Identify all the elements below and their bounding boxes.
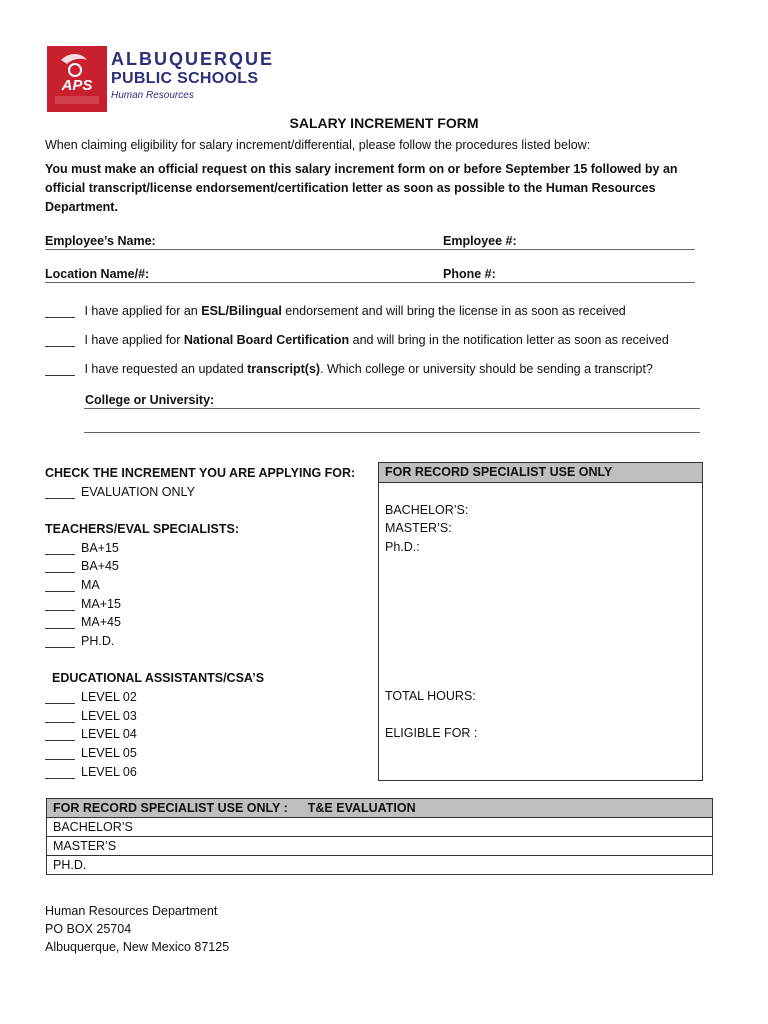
te-row-masters: MASTER’S: [47, 837, 713, 856]
option-level-05: LEVEL 05: [45, 746, 137, 760]
logo-name-line2: PUBLIC SCHOOLS: [111, 70, 259, 87]
option-ma45: MA+45: [45, 615, 121, 629]
address-line-3: Albuquerque, New Mexico 87125: [45, 940, 230, 954]
option-phd: PH.D.: [45, 634, 114, 648]
notice-text: You must make an official request on this salary increment form on or before September 15 followed by an official transcript/license endorsement/certification letter as soon as possible to the Human Resources Department.: [45, 162, 678, 214]
table-row: [47, 837, 713, 856]
option-level-03: LEVEL 03: [45, 709, 137, 723]
employee-number-label: Employee #:: [443, 234, 517, 248]
te-row-bachelors: BACHELOR’S: [47, 818, 713, 837]
te-row-phd: PH.D.: [47, 856, 713, 875]
assistants-heading-text: EDUCATIONAL ASSISTANTS/CSA’S: [52, 671, 265, 685]
evaluation-only-option: EVALUATION ONLY: [45, 485, 195, 499]
logo-subtitle: Human Resources: [111, 90, 194, 101]
record-eligible-for: ELIGIBLE FOR :: [385, 726, 478, 740]
location-row-line[interactable]: [45, 282, 695, 283]
teachers-heading: TEACHERS/EVAL SPECIALISTS:: [45, 522, 240, 536]
te-header-right: T&E EVALUATION: [307, 801, 416, 815]
aps-logo: [47, 46, 305, 112]
employee-name-label: Employee’s Name:: [45, 234, 156, 248]
check-nbc: I have applied for National Board Certification and will bring in the notification letter as soon as received: [45, 333, 669, 347]
college-label: College or University:: [85, 393, 215, 407]
option-ma15: MA+15: [45, 597, 121, 611]
check-blank[interactable]: [45, 334, 75, 347]
record-box-header: FOR RECORD SPECIALIST USE ONLY: [379, 463, 702, 483]
te-header-left: FOR RECORD SPECIALIST USE ONLY :: [53, 801, 288, 815]
option-level-04: LEVEL 04: [45, 727, 137, 741]
college-line-2[interactable]: [84, 432, 700, 433]
te-table-header: [47, 799, 713, 818]
option-level-02: LEVEL 02: [45, 690, 137, 704]
check-blank[interactable]: [45, 305, 75, 318]
address-line-2: PO BOX 25704: [45, 922, 132, 936]
college-line-1[interactable]: [84, 408, 700, 409]
form-title: SALARY INCREMENT FORM: [289, 115, 479, 131]
table-row: [47, 856, 713, 875]
check-transcript: I have requested an updated transcript(s). Which college or university should be sending a transcript?: [45, 362, 653, 376]
phone-label: Phone #:: [443, 267, 496, 281]
option-ma: MA: [45, 578, 100, 592]
option-ba15: BA+15: [45, 541, 119, 555]
increment-heading: CHECK THE INCREMENT YOU ARE APPLYING FOR:: [45, 466, 356, 480]
option-level-06: LEVEL 06: [45, 765, 137, 779]
location-label: Location Name/#:: [45, 267, 150, 281]
te-evaluation-table: [46, 798, 713, 875]
table-row: [47, 818, 713, 837]
logo-name-line1: ALBUQUERQUE: [111, 49, 275, 69]
employee-row-line[interactable]: [45, 249, 695, 250]
record-masters: MASTER’S:: [385, 521, 452, 535]
option-ba45: BA+45: [45, 559, 119, 573]
record-total-hours: TOTAL HOURS:: [385, 689, 476, 703]
logo-emblem: [47, 46, 107, 112]
logo-initials: APS: [61, 77, 93, 94]
address-line-1: Human Resources Department: [45, 904, 218, 918]
check-blank[interactable]: [45, 363, 75, 376]
record-specialist-box: [378, 462, 703, 781]
intro-text: When claiming eligibility for salary increment/differential, please follow the procedures listed below:: [45, 138, 591, 152]
record-bachelors: BACHELOR’S:: [385, 503, 469, 517]
record-phd: Ph.D.:: [385, 540, 420, 554]
check-blank[interactable]: [45, 486, 75, 499]
check-esl: I have applied for an ESL/Bilingual endorsement and will bring the license in as soon as received: [45, 304, 626, 318]
